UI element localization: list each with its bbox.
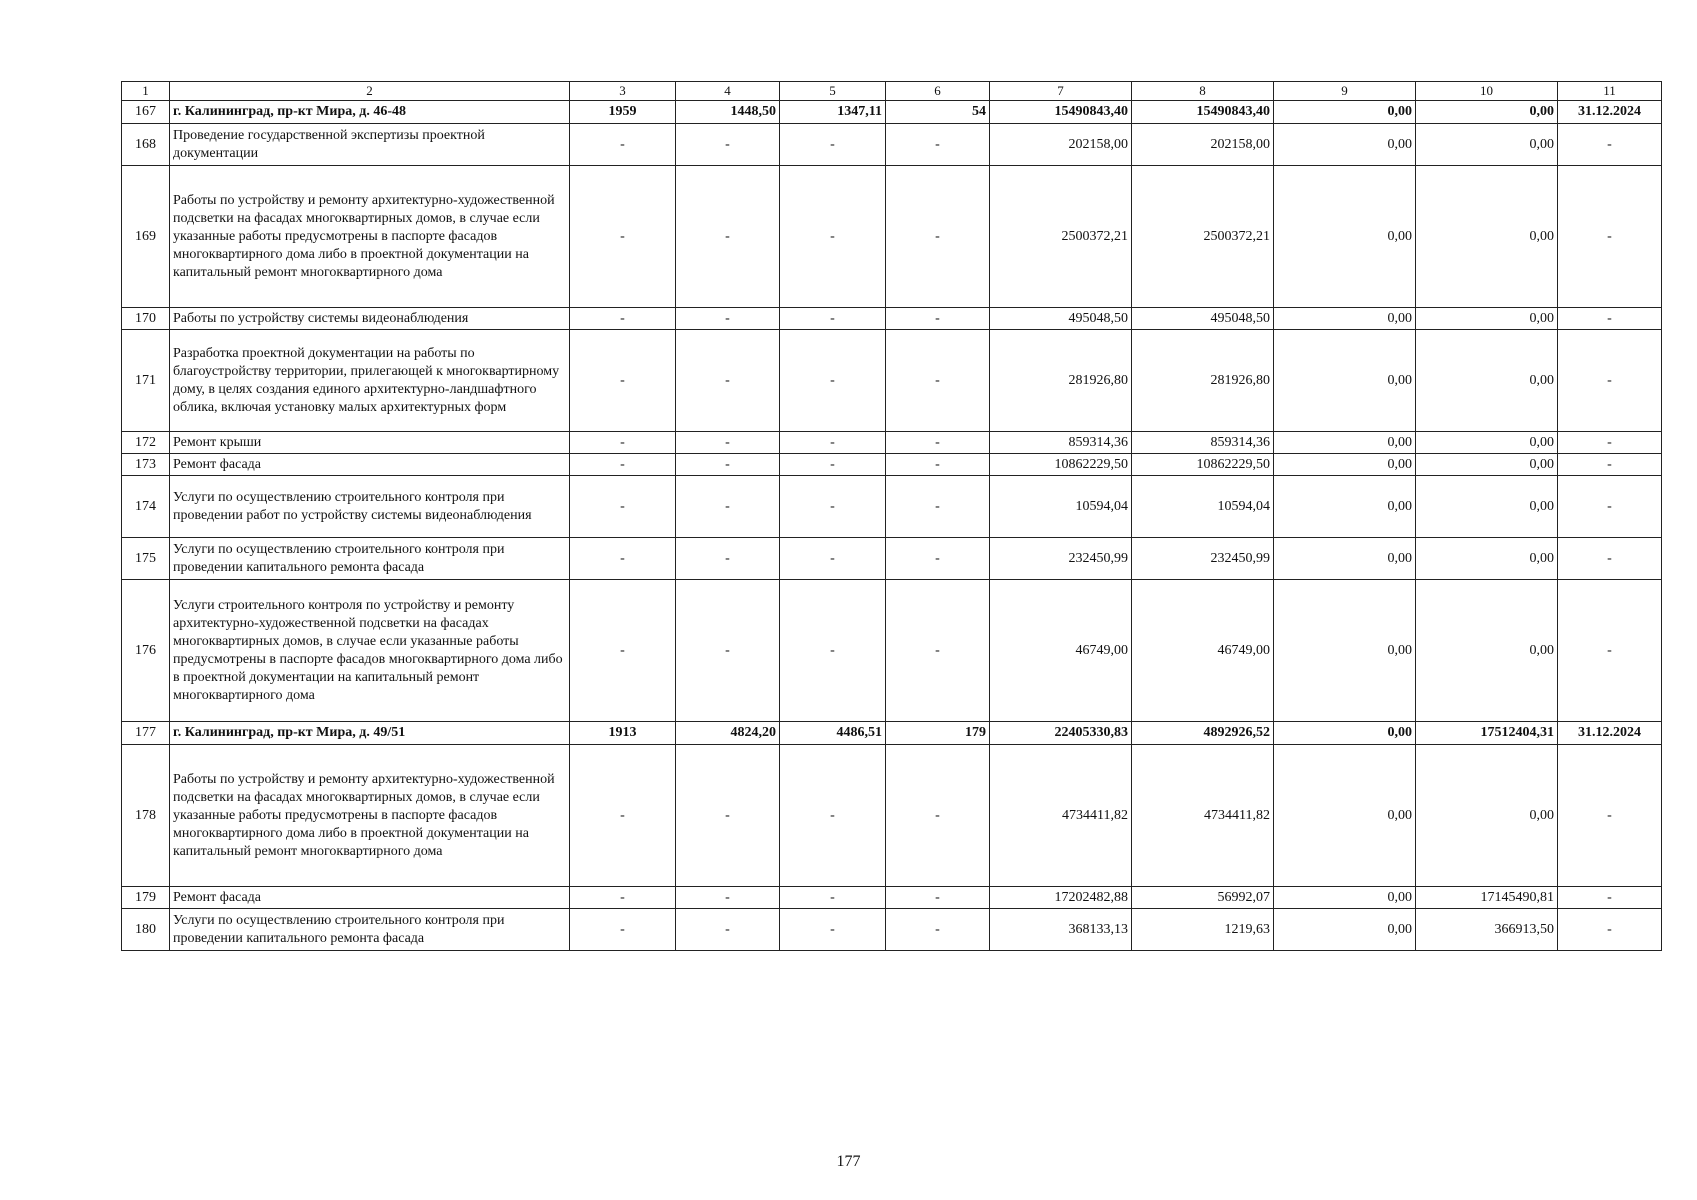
row-number: 171 xyxy=(122,330,170,432)
year-built: - xyxy=(570,330,676,432)
work-row xyxy=(122,330,1662,432)
cost-budget: 0,00 xyxy=(1274,124,1416,166)
residents-count: - xyxy=(886,454,990,476)
column-number: 10 xyxy=(1416,82,1558,101)
completion-date: - xyxy=(1558,887,1662,909)
item-name: Услуги строительного контроля по устройству и ремонту архитектурно-художественной подсветки на фасадах многоквартирных домов, в случае если указанные работы предусмотрены в паспорте фасадов многоквартирного дома либо в проектной документации на капитальный ремонт многоквартирного дома xyxy=(170,580,570,722)
item-name: Ремонт фасада xyxy=(170,887,570,909)
item-name: Услуги по осуществлению строительного контроля при проведении капитального ремонта фасада xyxy=(170,909,570,951)
item-name: Ремонт крыши xyxy=(170,432,570,454)
total-area: - xyxy=(676,538,780,580)
residents-count: - xyxy=(886,166,990,308)
total-cost: 10594,04 xyxy=(990,476,1132,538)
total-cost: 22405330,83 xyxy=(990,722,1132,745)
table-body xyxy=(122,82,1662,951)
year-built: - xyxy=(570,454,676,476)
completion-date: - xyxy=(1558,745,1662,887)
year-built: - xyxy=(570,538,676,580)
column-number: 9 xyxy=(1274,82,1416,101)
work-row xyxy=(122,166,1662,308)
row-number: 173 xyxy=(122,454,170,476)
total-cost: 46749,00 xyxy=(990,580,1132,722)
residents-count: - xyxy=(886,580,990,722)
residents-count: - xyxy=(886,308,990,330)
total-area: - xyxy=(676,308,780,330)
living-area: - xyxy=(780,124,886,166)
cost-fund: 495048,50 xyxy=(1132,308,1274,330)
work-row xyxy=(122,580,1662,722)
completion-date: - xyxy=(1558,476,1662,538)
row-number: 178 xyxy=(122,745,170,887)
living-area: - xyxy=(780,887,886,909)
cost-other: 0,00 xyxy=(1416,432,1558,454)
work-row xyxy=(122,909,1662,951)
row-number: 175 xyxy=(122,538,170,580)
item-name: Ремонт фасада xyxy=(170,454,570,476)
completion-date: - xyxy=(1558,330,1662,432)
cost-other: 0,00 xyxy=(1416,166,1558,308)
residents-count: - xyxy=(886,887,990,909)
cost-other: 0,00 xyxy=(1416,580,1558,722)
column-number: 1 xyxy=(122,82,170,101)
row-number: 172 xyxy=(122,432,170,454)
cost-fund: 202158,00 xyxy=(1132,124,1274,166)
item-name: г. Калининград, пр-кт Мира, д. 46-48 xyxy=(170,101,570,124)
row-number: 180 xyxy=(122,909,170,951)
column-number: 7 xyxy=(990,82,1132,101)
cost-budget: 0,00 xyxy=(1274,454,1416,476)
cost-budget: 0,00 xyxy=(1274,308,1416,330)
year-built: - xyxy=(570,580,676,722)
completion-date: - xyxy=(1558,166,1662,308)
cost-fund: 46749,00 xyxy=(1132,580,1274,722)
year-built: - xyxy=(570,476,676,538)
cost-budget: 0,00 xyxy=(1274,538,1416,580)
cost-fund: 2500372,21 xyxy=(1132,166,1274,308)
column-number: 8 xyxy=(1132,82,1274,101)
year-built: - xyxy=(570,909,676,951)
work-row xyxy=(122,745,1662,887)
living-area: - xyxy=(780,909,886,951)
row-number: 169 xyxy=(122,166,170,308)
total-area: 1448,50 xyxy=(676,101,780,124)
row-number: 167 xyxy=(122,101,170,124)
capital-repair-table xyxy=(121,81,1662,951)
cost-budget: 0,00 xyxy=(1274,330,1416,432)
residents-count: - xyxy=(886,909,990,951)
cost-other: 17145490,81 xyxy=(1416,887,1558,909)
residents-count: - xyxy=(886,330,990,432)
total-cost: 495048,50 xyxy=(990,308,1132,330)
total-area: - xyxy=(676,476,780,538)
total-cost: 17202482,88 xyxy=(990,887,1132,909)
column-number: 11 xyxy=(1558,82,1662,101)
living-area: - xyxy=(780,538,886,580)
cost-other: 0,00 xyxy=(1416,308,1558,330)
total-area: - xyxy=(676,454,780,476)
living-area: 1347,11 xyxy=(780,101,886,124)
work-row xyxy=(122,476,1662,538)
row-number: 168 xyxy=(122,124,170,166)
work-row xyxy=(122,124,1662,166)
cost-budget: 0,00 xyxy=(1274,722,1416,745)
cost-budget: 0,00 xyxy=(1274,745,1416,887)
completion-date: - xyxy=(1558,909,1662,951)
total-cost: 202158,00 xyxy=(990,124,1132,166)
completion-date: - xyxy=(1558,308,1662,330)
living-area: - xyxy=(780,166,886,308)
residents-count: 179 xyxy=(886,722,990,745)
year-built: - xyxy=(570,166,676,308)
item-name: г. Калининград, пр-кт Мира, д. 49/51 xyxy=(170,722,570,745)
cost-other: 0,00 xyxy=(1416,330,1558,432)
living-area: - xyxy=(780,745,886,887)
cost-fund: 4734411,82 xyxy=(1132,745,1274,887)
cost-other: 0,00 xyxy=(1416,745,1558,887)
residents-count: 54 xyxy=(886,101,990,124)
total-area: - xyxy=(676,330,780,432)
completion-date: - xyxy=(1558,432,1662,454)
total-cost: 15490843,40 xyxy=(990,101,1132,124)
cost-fund: 859314,36 xyxy=(1132,432,1274,454)
item-name: Работы по устройству и ремонту архитектурно-художественной подсветки на фасадах многоквартирных домов, в случае если указанные работы предусмотрены в паспорте фасадов многоквартирного дома либо в проектной документации на капитальный ремонт многоквартирного дома xyxy=(170,166,570,308)
cost-other: 0,00 xyxy=(1416,476,1558,538)
completion-date: - xyxy=(1558,454,1662,476)
cost-fund: 232450,99 xyxy=(1132,538,1274,580)
column-number-row xyxy=(122,82,1662,101)
living-area: 4486,51 xyxy=(780,722,886,745)
total-area: - xyxy=(676,580,780,722)
completion-date: 31.12.2024 xyxy=(1558,722,1662,745)
row-number: 179 xyxy=(122,887,170,909)
column-number: 5 xyxy=(780,82,886,101)
total-area: - xyxy=(676,745,780,887)
total-area: - xyxy=(676,166,780,308)
completion-date: - xyxy=(1558,538,1662,580)
work-row xyxy=(122,538,1662,580)
cost-budget: 0,00 xyxy=(1274,476,1416,538)
completion-date: 31.12.2024 xyxy=(1558,101,1662,124)
cost-fund: 15490843,40 xyxy=(1132,101,1274,124)
total-cost: 10862229,50 xyxy=(990,454,1132,476)
total-area: - xyxy=(676,887,780,909)
total-cost: 281926,80 xyxy=(990,330,1132,432)
row-number: 176 xyxy=(122,580,170,722)
cost-budget: 0,00 xyxy=(1274,432,1416,454)
cost-budget: 0,00 xyxy=(1274,887,1416,909)
living-area: - xyxy=(780,330,886,432)
total-area: - xyxy=(676,124,780,166)
living-area: - xyxy=(780,580,886,722)
cost-fund: 56992,07 xyxy=(1132,887,1274,909)
cost-fund: 10594,04 xyxy=(1132,476,1274,538)
total-area: - xyxy=(676,909,780,951)
cost-fund: 4892926,52 xyxy=(1132,722,1274,745)
completion-date: - xyxy=(1558,124,1662,166)
year-built: - xyxy=(570,432,676,454)
column-number: 4 xyxy=(676,82,780,101)
residents-count: - xyxy=(886,745,990,887)
column-number: 3 xyxy=(570,82,676,101)
total-cost: 4734411,82 xyxy=(990,745,1132,887)
column-number: 2 xyxy=(170,82,570,101)
item-name: Услуги по осуществлению строительного контроля при проведении капитального ремонта фасада xyxy=(170,538,570,580)
completion-date: - xyxy=(1558,580,1662,722)
item-name: Работы по устройству системы видеонаблюдения xyxy=(170,308,570,330)
column-number: 6 xyxy=(886,82,990,101)
cost-other: 0,00 xyxy=(1416,101,1558,124)
cost-budget: 0,00 xyxy=(1274,580,1416,722)
year-built: 1959 xyxy=(570,101,676,124)
work-row xyxy=(122,432,1662,454)
cost-fund: 1219,63 xyxy=(1132,909,1274,951)
total-cost: 859314,36 xyxy=(990,432,1132,454)
cost-other: 0,00 xyxy=(1416,538,1558,580)
row-number: 170 xyxy=(122,308,170,330)
residents-count: - xyxy=(886,538,990,580)
residents-count: - xyxy=(886,476,990,538)
address-row xyxy=(122,722,1662,745)
item-name: Разработка проектной документации на работы по благоустройству территории, прилегающей к многоквартирному дому, в целях создания единого архитектурно-ландшафтного облика, включая установку малых архитектурных форм xyxy=(170,330,570,432)
cost-other: 0,00 xyxy=(1416,124,1558,166)
work-row xyxy=(122,887,1662,909)
total-area: 4824,20 xyxy=(676,722,780,745)
item-name: Услуги по осуществлению строительного контроля при проведении работ по устройству системы видеонаблюдения xyxy=(170,476,570,538)
living-area: - xyxy=(780,432,886,454)
address-row xyxy=(122,101,1662,124)
item-name: Работы по устройству и ремонту архитектурно-художественной подсветки на фасадах многоквартирных домов, в случае если указанные работы предусмотрены в паспорте фасадов многоквартирного дома либо в проектной документации на капитальный ремонт многоквартирного дома xyxy=(170,745,570,887)
item-name: Проведение государственной экспертизы проектной документации xyxy=(170,124,570,166)
total-area: - xyxy=(676,432,780,454)
work-row xyxy=(122,308,1662,330)
cost-fund: 281926,80 xyxy=(1132,330,1274,432)
cost-budget: 0,00 xyxy=(1274,101,1416,124)
work-row xyxy=(122,454,1662,476)
cost-other: 17512404,31 xyxy=(1416,722,1558,745)
cost-fund: 10862229,50 xyxy=(1132,454,1274,476)
total-cost: 232450,99 xyxy=(990,538,1132,580)
row-number: 177 xyxy=(122,722,170,745)
living-area: - xyxy=(780,476,886,538)
cost-budget: 0,00 xyxy=(1274,909,1416,951)
cost-other: 0,00 xyxy=(1416,454,1558,476)
year-built: - xyxy=(570,308,676,330)
row-number: 174 xyxy=(122,476,170,538)
year-built: - xyxy=(570,124,676,166)
living-area: - xyxy=(780,454,886,476)
living-area: - xyxy=(780,308,886,330)
page-number: 177 xyxy=(836,1153,861,1170)
year-built: - xyxy=(570,887,676,909)
year-built: 1913 xyxy=(570,722,676,745)
cost-budget: 0,00 xyxy=(1274,166,1416,308)
residents-count: - xyxy=(886,432,990,454)
residents-count: - xyxy=(886,124,990,166)
cost-other: 366913,50 xyxy=(1416,909,1558,951)
year-built: - xyxy=(570,745,676,887)
total-cost: 2500372,21 xyxy=(990,166,1132,308)
total-cost: 368133,13 xyxy=(990,909,1132,951)
